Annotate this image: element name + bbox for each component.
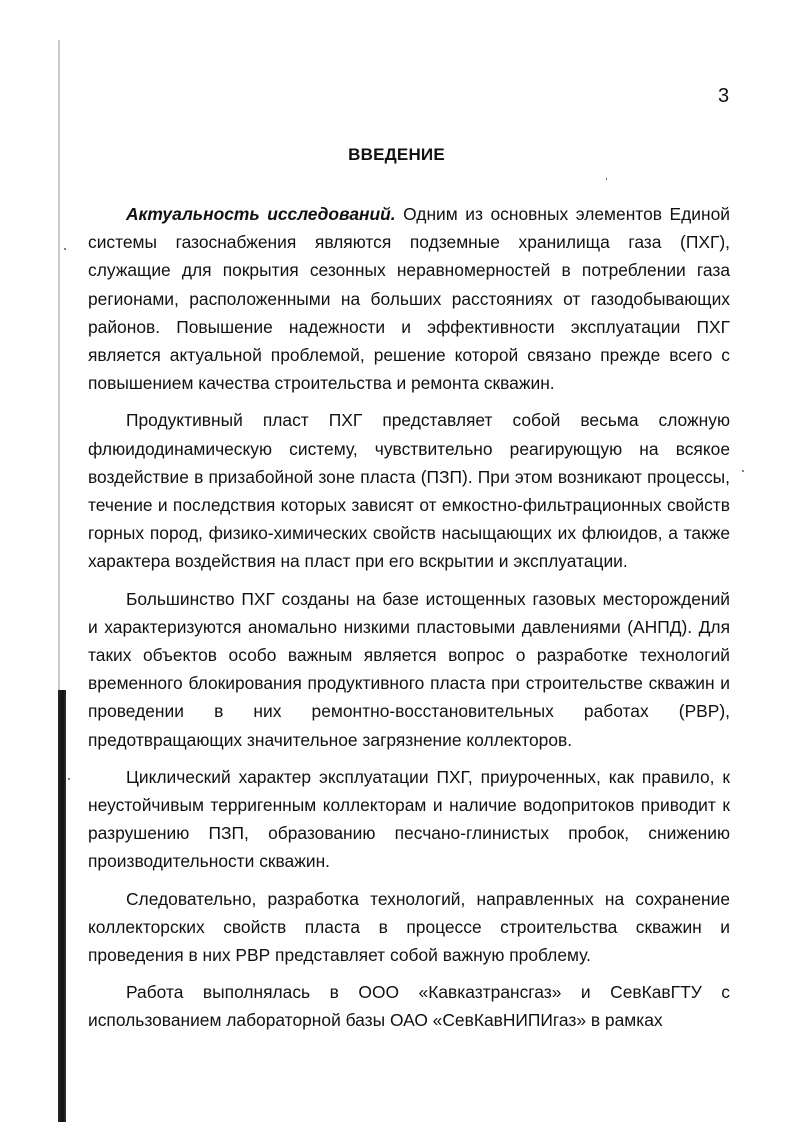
paragraph-relevance — [88, 200, 730, 397]
scan-edge-shadow — [58, 40, 60, 690]
page-heading: ВВЕДЕНИЕ — [348, 145, 445, 164]
scan-binding-edge — [58, 690, 66, 1122]
page-number: 3 — [718, 85, 730, 107]
scan-speck — [606, 178, 607, 180]
scan-speck — [64, 248, 66, 250]
paragraph-work-context: Работа выполнялась в ООО «Кавказтрансгаз» и СевКавГТУ с использованием лабораторной базы ОАО «СевКавНИПИгаз» в рамках — [88, 982, 730, 1031]
scan-speck — [742, 470, 744, 472]
paragraph-depleted-fields: Большинство ПХГ созданы на базе истощенных газовых месторождений и характеризуются аномально низкими пластовыми давлениями (АНПД). Для таких объектов особо важным является вопрос о разработке технологий временного блокирования продуктивного пласта при строительстве скважин и проведении в них ремонтно-восстановительных работах (РВР), предотвращающих значительное загрязнение коллекторов. — [88, 588, 730, 750]
body-text — [88, 200, 730, 1035]
scan-speck — [68, 778, 70, 780]
paragraph-lead: Актуальность исследований. — [126, 204, 396, 224]
paragraph-cyclic-operation: Циклический характер эксплуатации ПХГ, приуроченных, как правило, к неустойчивым терригенным коллекторам и наличие водопритоков приводит к разрушению ПЗП, образованию песчано-глинистых пробок, снижению производительности скважин. — [88, 766, 730, 872]
paragraph-productive-layer: Продуктивный пласт ПХГ представляет собой весьма сложную флюидодинамическую систему, чувствительно реагирующую на всякое воздействие в призабойной зоне пласта (ПЗП). При этом возникают процессы, течение и последствия которых зависят от емкостно-фильтрационных свойств горных пород, физико-химических свойств насыщающих их флюидов, а также характера воздействия на пласт при его вскрытии и эксплуатации. — [88, 410, 730, 572]
paragraph-conclusion: Следовательно, разработка технологий, направленных на сохранение коллекторских свойств пласта в процессе строительства скважин и проведения в них РВР представляет собой важную проблему. — [88, 888, 730, 966]
paragraph-text: Одним из основных элементов Единой системы газоснабжения являются подземные хранилища газа (ПХГ), служащие для покрытия сезонных неравномерностей в потреблении газа регионами, расположенными на больших расстояниях от газодобывающих районов. Повышение надежности и эффективности эксплуатации ПХГ является актуальной проблемой, решение которой связано прежде всего с повышением качества строительства и ремонта скважин. — [88, 204, 730, 394]
